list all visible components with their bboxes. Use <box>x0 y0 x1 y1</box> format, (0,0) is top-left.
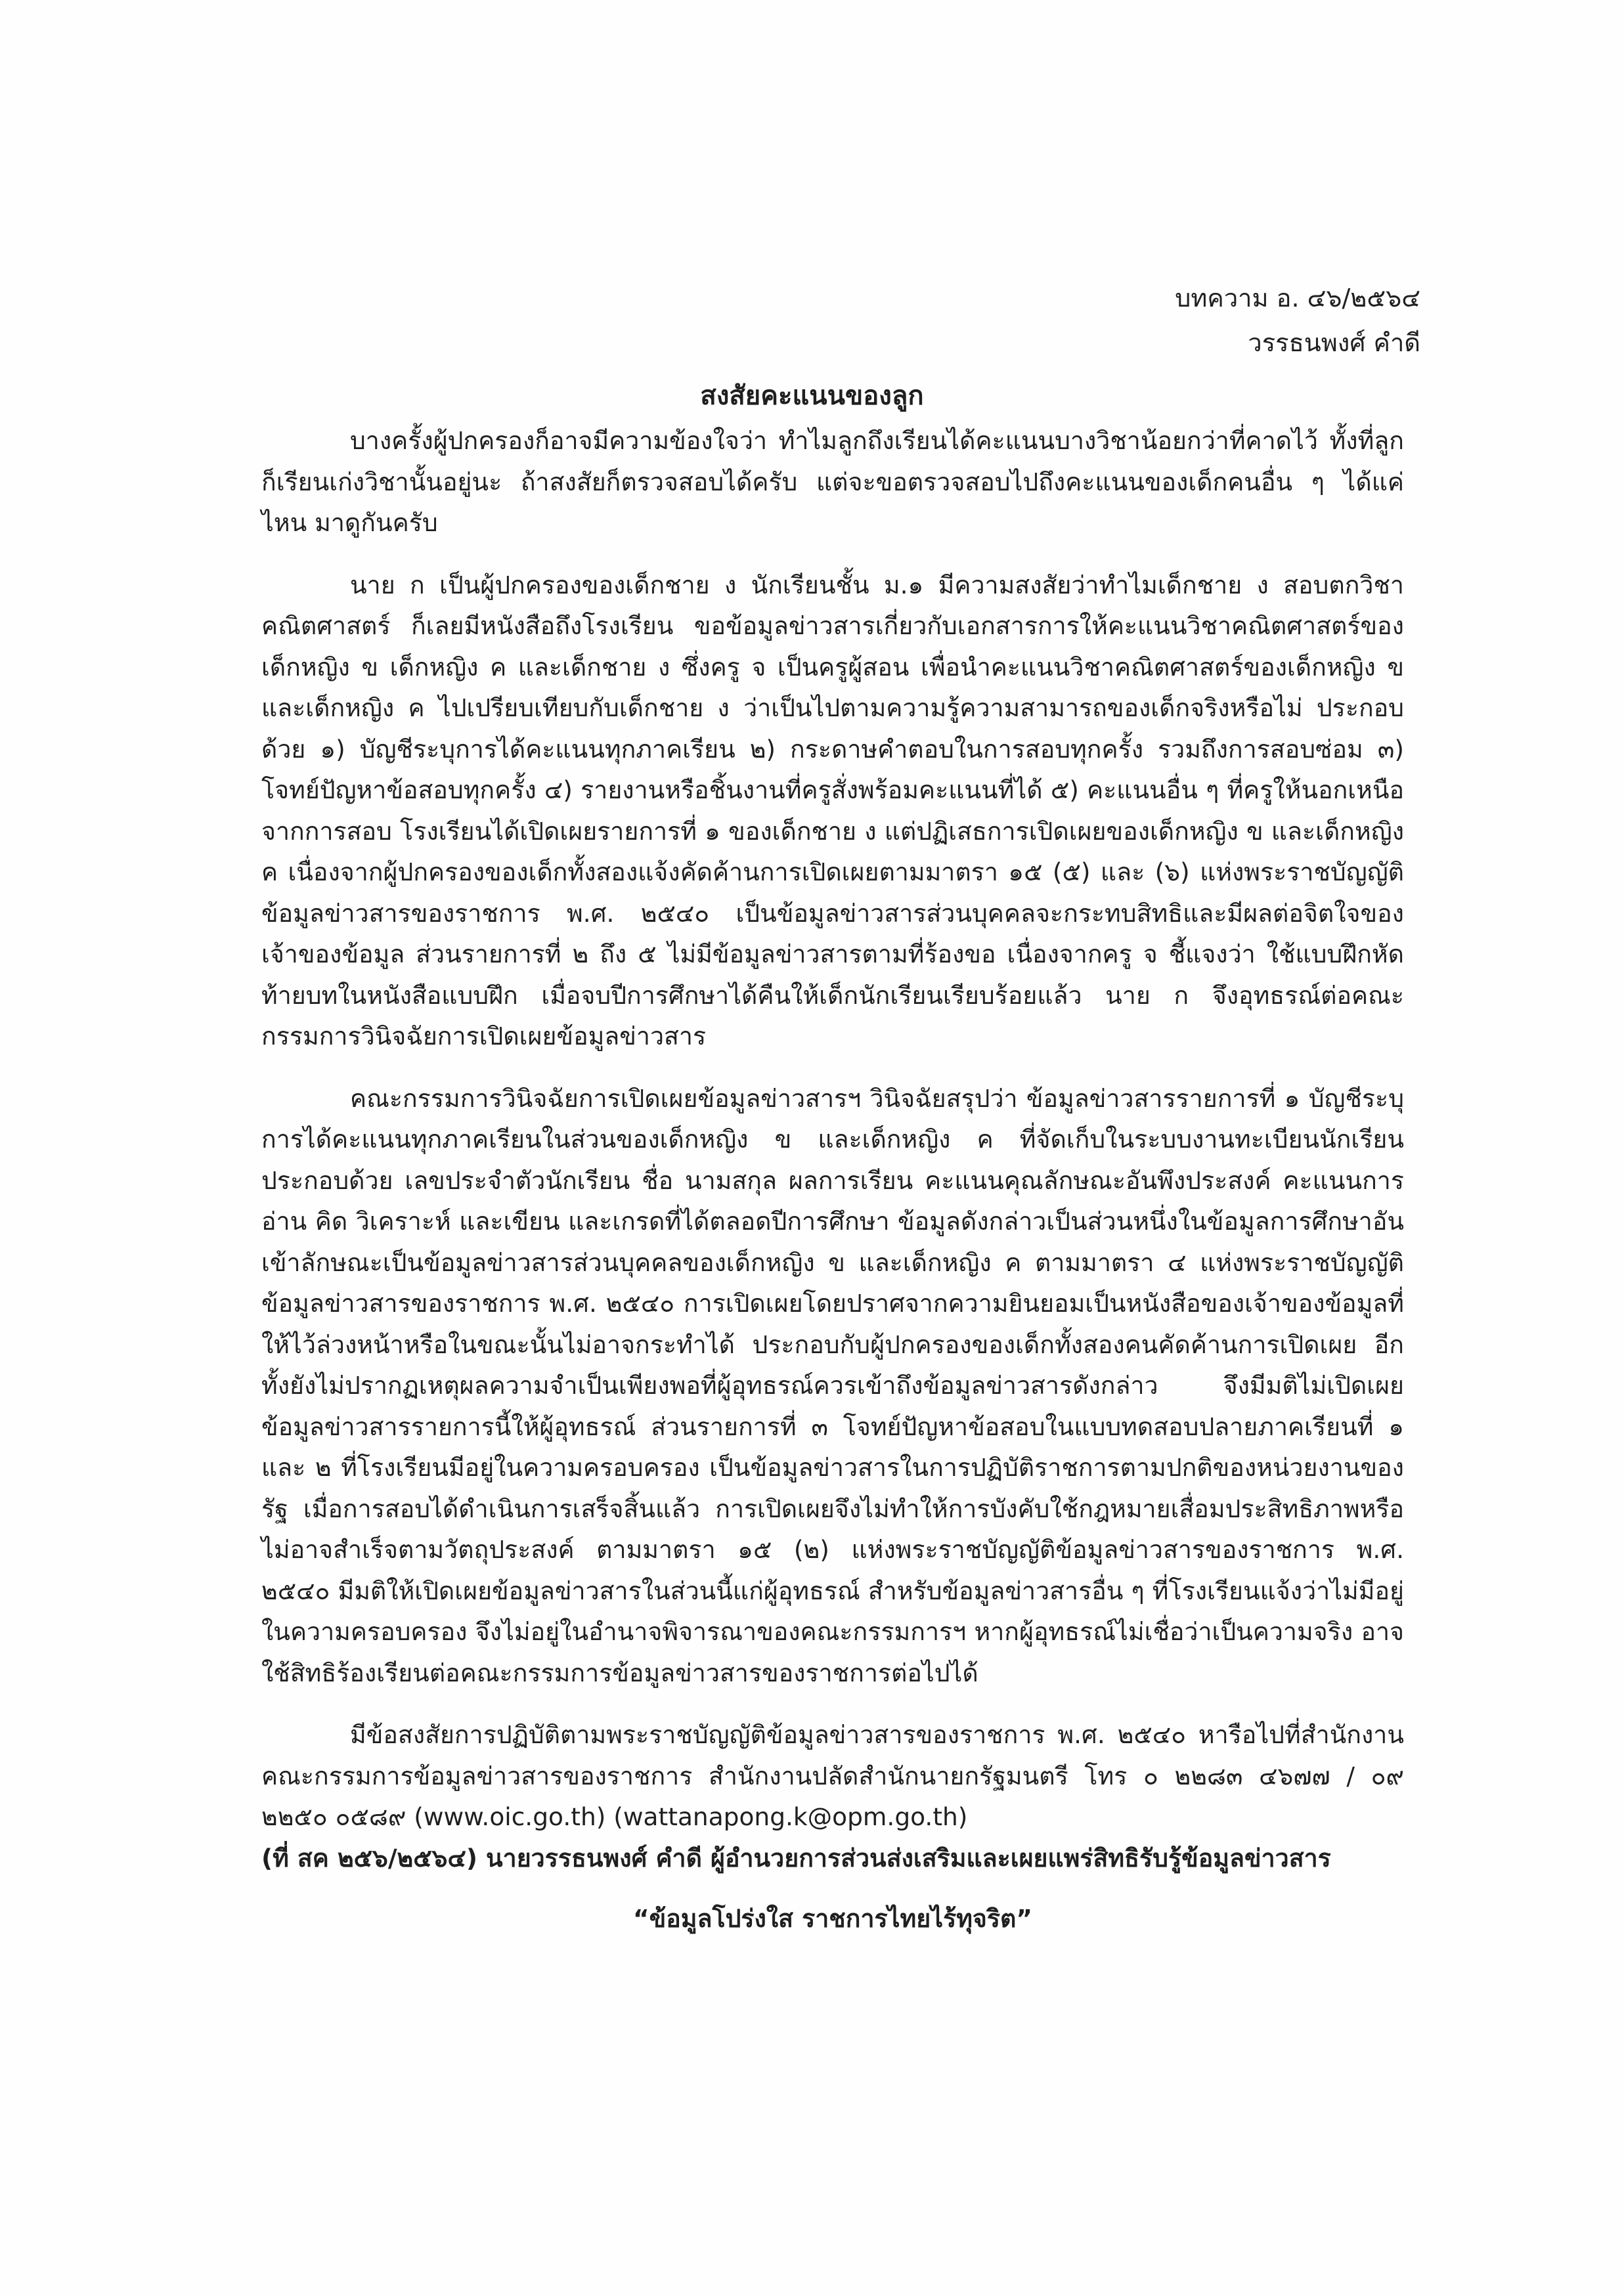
document-header <box>1175 276 1420 365</box>
author-name: วรรธนพงศ์ คำดี <box>1248 328 1420 357</box>
case-paragraph: นาย ก เป็นผู้ปกครองของเด็กชาย ง นักเรียนชั้น ม.๑ มีความสงสัยว่าทำไมเด็กชาย ง สอบตกวิชาคณิตศาสตร์ ก็เลยมีหนังสือถึงโรงเรียน ขอข้อมูลข่าวสารเกี่ยวกับเอกสารการให้คะแนนวิชาคณิตศาสตร์ของเด็กหญิง ข เด็กหญิง ค และเด็กชาย ง ซึ่งครู จ เป็นครูผู้สอน เพื่อนำคะแนนวิชาคณิตศาสตร์ของเด็กหญิง ข และเด็กหญิง ค ไปเปรียบเทียบกับเด็กชาย ง ว่าเป็นไปตามความรู้ความสามารถของเด็กจริงหรือไม่ ประกอบด้วย ๑) บัญชีระบุการได้คะแนนทุกภาคเรียน ๒) กระดาษคำตอบในการสอบทุกครั้ง รวมถึงการสอบซ่อม ๓) โจทย์ปัญหาข้อสอบทุกครั้ง ๔) รายงานหรือชิ้นงานที่ครูสั่งพร้อมคะแนนที่ได้ ๕) คะแนนอื่น ๆ ที่ครูให้นอกเหนือจากการสอบ โรงเรียนได้เปิดเผยรายการที่ ๑ ของเด็กชาย ง แต่ปฏิเสธการเปิดเผยของเด็กหญิง ข และเด็กหญิง ค เนื่องจากผู้ปกครองของเด็กทั้งสองแจ้งคัดค้านการเปิดเผยตามมาตรา ๑๕ (๕) และ (๖) แห่งพระราชบัญญัติข้อมูลข่าวสารของราชการ พ.ศ. ๒๕๔๐ เป็นข้อมูลข่าวสารส่วนบุคคลจะกระทบสิทธิและมีผลต่อจิตใจของเจ้าของข้อมูล ส่วนรายการที่ ๒ ถึง ๕ ไม่มีข้อมูลข่าวสารตามที่ร้องขอ เนื่องจากครู จ ชี้แจงว่า ใช้แบบฝึกหัดท้ายบทในหนังสือแบบฝึก เมื่อจบปีการศึกษาได้คืนให้เด็กนักเรียนเรียบร้อยแล้ว นาย ก จึงอุทธรณ์ต่อคณะกรรมการวินิจฉัยการเปิดเผยข้อมูลข่าวสาร <box>261 570 1404 1051</box>
reference-line: (ที่ สค ๒๕๖/๒๕๖๔) นายวรรธนพงศ์ คำดี ผู้อำนวยการส่วนส่งเสริมและเผยแพร่สิทธิรับรู้ข้อมูลข่าวสาร <box>261 1843 1331 1873</box>
document-body <box>261 420 1404 1941</box>
article-number: บทความ อ. ๔๖/๒๕๖๔ <box>1175 284 1420 313</box>
intro-paragraph: บางครั้งผู้ปกครองก็อาจมีความข้องใจว่า ทำไมลูกถึงเรียนได้คะแนนบางวิชาน้อยกว่าที่คาดไว้ ทั้งที่ลูกก็เรียนเก่งวิชานั้นอยู่นะ ถ้าสงสัยก็ตรวจสอบได้ครับ แต่จะขอตรวจสอบไปถึงคะแนนของเด็กคนอื่น ๆ ได้แค่ไหน มาดูกันครับ <box>261 426 1404 537</box>
document-title: สงสัยคะแนนของลูก <box>700 381 924 411</box>
slogan: “ข้อมูลโปร่งใส ราชการไทยไร้ทุจริต” <box>632 1904 1033 1933</box>
decision-paragraph: คณะกรรมการวินิจฉัยการเปิดเผยข้อมูลข่าวสารฯ วินิจฉัยสรุปว่า ข้อมูลข่าวสารรายการที่ ๑ บัญชีระบุการได้คะแนนทุกภาคเรียนในส่วนของเด็กหญิง ข และเด็กหญิง ค ที่จัดเก็บในระบบงานทะเบียนนักเรียนประกอบด้วย เลขประจำตัวนักเรียน ชื่อ นามสกุล ผลการเรียน คะแนนคุณลักษณะอันพึงประสงค์ คะแนนการอ่าน คิด วิเคราะห์ และเขียน และเกรดที่ได้ตลอดปีการศึกษา ข้อมูลดังกล่าวเป็นส่วนหนึ่งในข้อมูลการศึกษาอันเข้าลักษณะเป็นข้อมูลข่าวสารส่วนบุคคลของเด็กหญิง ข และเด็กหญิง ค ตามมาตรา ๔ แห่งพระราชบัญญัติข้อมูลข่าวสารของราชการ พ.ศ. ๒๕๔๐ การเปิดเผยโดยปราศจากความยินยอมเป็นหนังสือของเจ้าของข้อมูลที่ให้ไว้ล่วงหน้าหรือในขณะนั้นไม่อาจกระทำได้ ประกอบกับผู้ปกครองของเด็กทั้งสองคนคัดค้านการเปิดเผย อีกทั้งยังไม่ปรากฏเหตุผลความจำเป็นเพียงพอที่ผู้อุทธรณ์ควรเข้าถึงข้อมูลข่าวสารดังกล่าว จึงมีมติไม่เปิดเผยข้อมูลข่าวสารรายการนี้ให้ผู้อุทธรณ์ ส่วนรายการที่ ๓ โจทย์ปัญหาข้อสอบในแบบทดสอบปลายภาคเรียนที่ ๑ และ ๒ ที่โรงเรียนมีอยู่ในความครอบครอง เป็นข้อมูลข่าวสารในการปฏิบัติราชการตามปกติของหน่วยงานของรัฐ เมื่อการสอบได้ดำเนินการเสร็จสิ้นแล้ว การเปิดเผยจึงไม่ทำให้การบังคับใช้กฎหมายเสื่อมประสิทธิภาพหรือไม่อาจสำเร็จตามวัตถุประสงค์ ตามมาตรา ๑๕ (๒) แห่งพระราชบัญญัติข้อมูลข่าวสารของราชการ พ.ศ. ๒๕๔๐ มีมติให้เปิดเผยข้อมูลข่าวสารในส่วนนี้แก่ผู้อุทธรณ์ สำหรับข้อมูลข่าวสารอื่น ๆ ที่โรงเรียนแจ้งว่าไม่มีอยู่ในความครอบครอง จึงไม่อยู่ในอำนาจพิจารณาของคณะกรรมการฯ หากผู้อุทธรณ์ไม่เชื่อว่าเป็นความจริง อาจใช้สิทธิร้องเรียนต่อคณะกรรมการข้อมูลข่าวสารของราชการต่อไปได้ <box>261 1083 1404 1687</box>
contact-paragraph: มีข้อสงสัยการปฏิบัติตามพระราชบัญญัติข้อมูลข่าวสารของราชการ พ.ศ. ๒๕๔๐ หารือไปที่สำนักงานคณะกรรมการข้อมูลข่าวสารของราชการ สำนักงานปลัดสำนักนายกรัฐมนตรี โทร ๐ ๒๒๘๓ ๔๖๗๗ / ๐๙ ๒๒๕๐ ๐๕๘๙ (www.oic.go.th) (wattanapong.k@opm.go.th) <box>261 1720 1404 1831</box>
